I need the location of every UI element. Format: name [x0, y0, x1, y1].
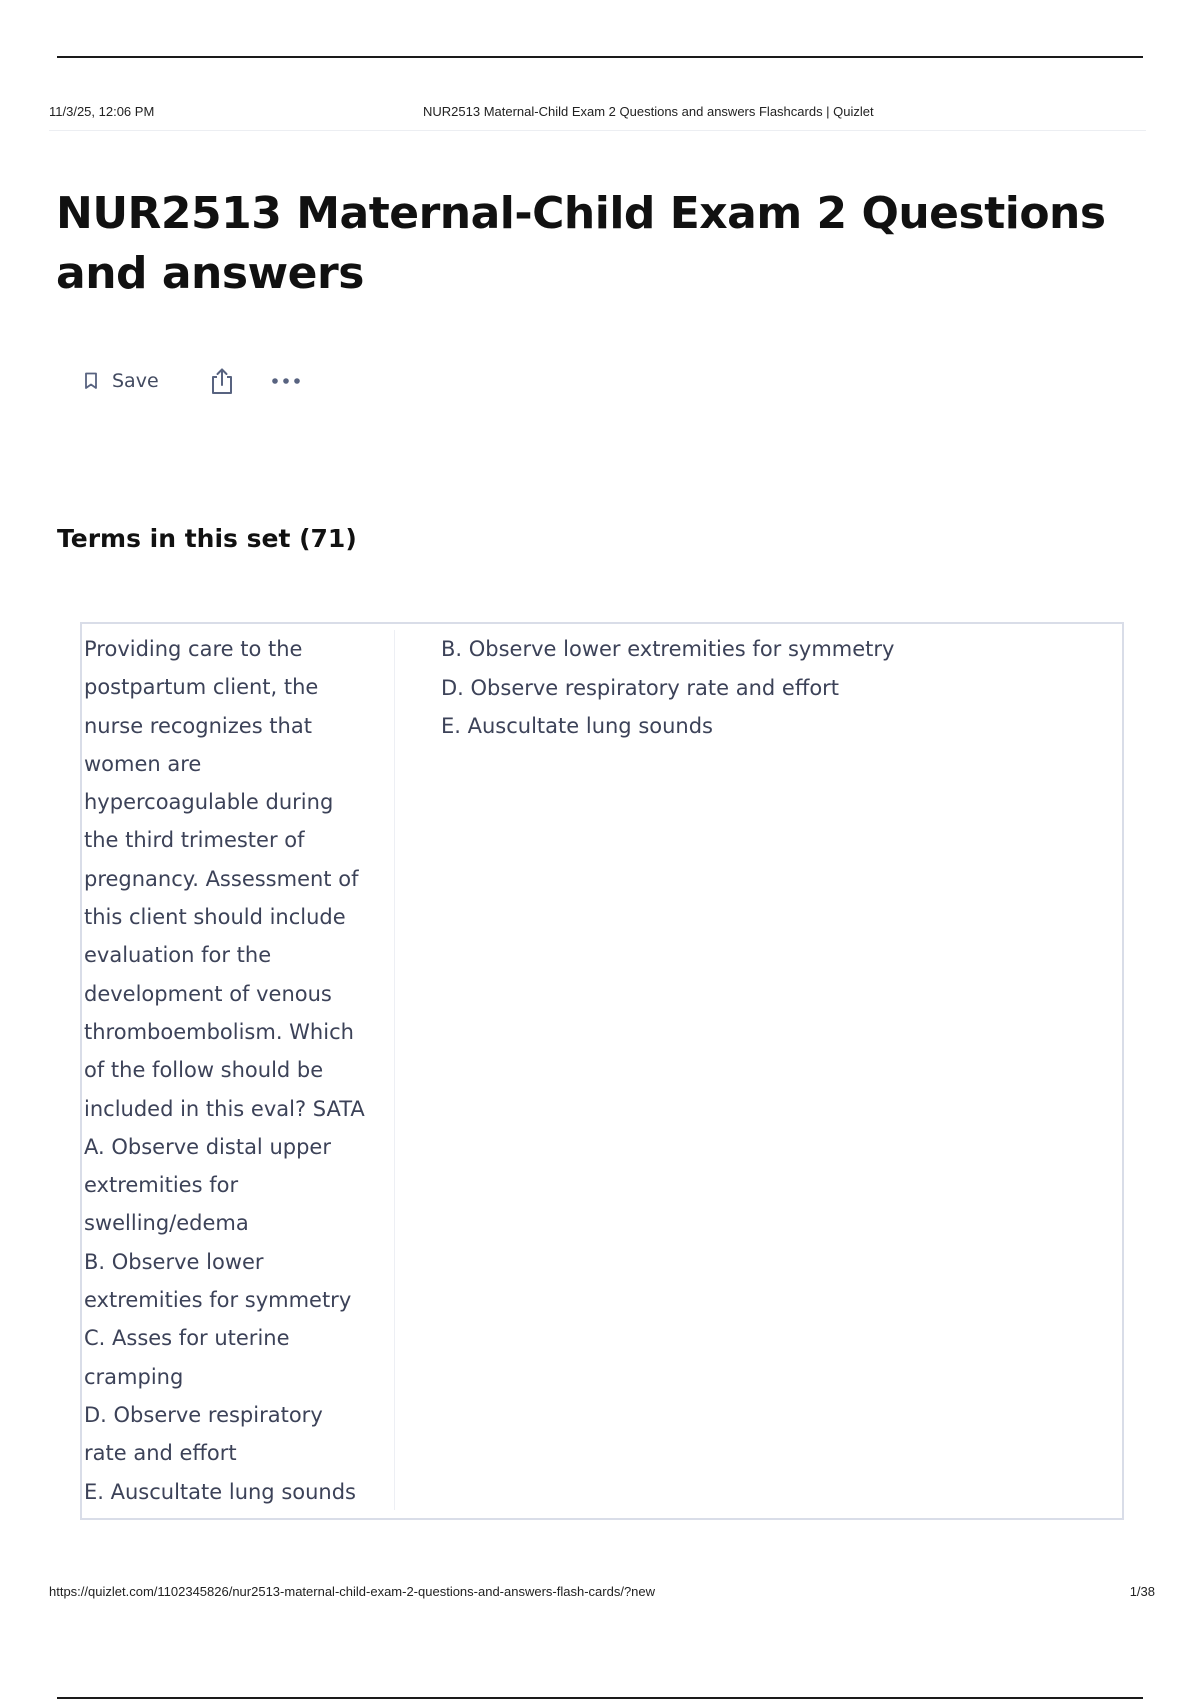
term-line: of the follow should be [84, 1058, 324, 1083]
term-line: extremities for [84, 1173, 239, 1198]
term-line: included in this eval? SATA [84, 1096, 365, 1121]
term-line: D. Observe respiratory [84, 1402, 323, 1427]
card-column-divider [394, 630, 395, 1510]
definition-line: E. Auscultate lung sounds [441, 714, 713, 739]
top-page-rule [57, 56, 1143, 58]
term-line: nurse recognizes that [84, 713, 312, 738]
term-line: evaluation for the [84, 943, 272, 968]
save-button[interactable] [84, 370, 159, 392]
flashcard [80, 622, 1124, 1520]
set-title: NUR2513 Maternal-Child Exam 2 Questions and answers [56, 188, 1106, 299]
print-url: https://quizlet.com/1102345826/nur2513-maternal-child-exam-2-questions-and-answers-flash-cards/?new [49, 1584, 656, 1599]
definition-line: D. Observe respiratory rate and effort [441, 675, 840, 700]
term-line: women are [84, 751, 202, 776]
page-number: 1/38 [1129, 1584, 1155, 1599]
set-actions-toolbar [84, 366, 301, 396]
term-line: B. Observe lower [84, 1249, 264, 1274]
header-divider [49, 130, 1146, 131]
term-line: cramping [84, 1364, 184, 1389]
term-line: extremities for symmetry [84, 1288, 352, 1313]
term-line: E. Auscultate lung sounds [84, 1479, 356, 1504]
term-line: postpartum client, the [84, 675, 319, 700]
more-horizontal-icon [271, 377, 301, 385]
term-line: the third trimester of [84, 828, 305, 853]
definition-line: B. Observe lower extremities for symmetry [441, 637, 895, 661]
term-line: this client should include [84, 905, 346, 930]
print-header [49, 104, 1149, 124]
term-line: C. Asses for uterine [84, 1326, 290, 1351]
bottom-page-rule [57, 1697, 1143, 1699]
bookmark-icon [84, 372, 98, 390]
save-label: Save [112, 370, 159, 392]
print-doc-title: NUR2513 Maternal-Child Exam 2 Questions and answers Flashcards | Quizlet [423, 104, 874, 119]
term-line: Providing care to the [84, 637, 303, 661]
more-options-button[interactable] [271, 377, 301, 385]
term-text [84, 630, 374, 1511]
term-line: development of venous [84, 981, 332, 1006]
term-line: hypercoagulable during [84, 790, 334, 815]
definition-text [441, 630, 1081, 746]
share-button[interactable] [209, 367, 235, 395]
terms-heading: Terms in this set (71) [57, 524, 357, 553]
term-line: rate and effort [84, 1441, 237, 1466]
term-line: thromboembolism. Which [84, 1019, 354, 1044]
term-line: pregnancy. Assessment of [84, 866, 359, 891]
print-footer [49, 1584, 1155, 1604]
term-line: A. Observe distal upper [84, 1134, 331, 1159]
share-icon [209, 367, 235, 395]
term-line: swelling/edema [84, 1211, 249, 1236]
print-date: 11/3/25, 12:06 PM [49, 104, 155, 119]
